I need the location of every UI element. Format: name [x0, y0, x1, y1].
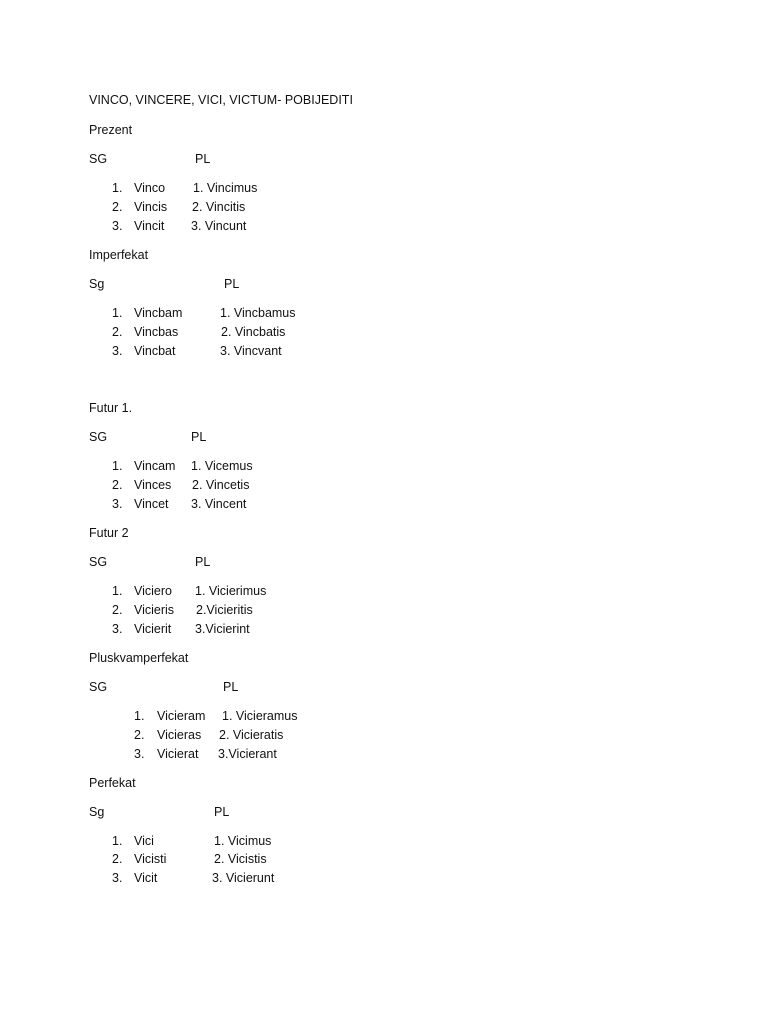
pl-form: 1. Vicemus: [191, 459, 253, 473]
pl-label: PL: [224, 277, 240, 291]
sg-form: Vici: [134, 834, 154, 848]
list-number: 1.: [134, 709, 145, 723]
pl-form: 1. Vicierimus: [195, 584, 267, 598]
pl-form: 3.Vicierant: [218, 747, 277, 761]
pl-form: 2.Vicieritis: [196, 603, 253, 617]
list-number: 3.: [134, 747, 145, 761]
list-number: 1.: [112, 584, 123, 598]
pl-label: PL: [195, 555, 211, 569]
sg-label: SG: [89, 555, 108, 569]
list-number: 1.: [112, 181, 123, 195]
sg-form: Vicieris: [134, 603, 175, 617]
pl-form: 2. Vincitis: [192, 200, 246, 214]
list-number: 2.: [112, 325, 123, 339]
pl-form: 3.Vicierint: [195, 622, 250, 636]
list-number: 2.: [134, 728, 145, 742]
document-title: VINCO, VINCERE, VICI, VICTUM- POBIJEDITI: [89, 93, 353, 107]
sg-form: Vincbam: [134, 306, 183, 320]
pl-form: 1. Vicieramus: [222, 709, 298, 723]
sg-form: Vincbas: [134, 325, 179, 339]
section-heading: Imperfekat: [89, 248, 149, 262]
pl-form: 1. Vincimus: [193, 181, 258, 195]
sg-label: SG: [89, 430, 108, 444]
sg-form: Vicierat: [157, 747, 199, 761]
pl-form: 2. Vicistis: [214, 852, 267, 866]
section-heading: Futur 2: [89, 526, 129, 540]
sg-form: Vicieras: [157, 728, 202, 742]
list-number: 3.: [112, 219, 123, 233]
pl-label: PL: [195, 152, 211, 166]
sg-form: Vicisti: [134, 852, 167, 866]
sg-form: Vicit: [134, 871, 158, 885]
pl-form: 1. Vincbamus: [220, 306, 296, 320]
list-number: 3.: [112, 871, 123, 885]
pl-form: 1. Vicimus: [214, 834, 272, 848]
pl-form: 3. Vincent: [191, 497, 247, 511]
sg-form: Vincis: [134, 200, 168, 214]
pl-form: 3. Vincvant: [220, 344, 282, 358]
sg-form: Vinces: [134, 478, 172, 492]
section-heading: Pluskvamperfekat: [89, 651, 189, 665]
pl-form: 2. Vicieratis: [219, 728, 284, 742]
list-number: 3.: [112, 344, 123, 358]
list-number: 1.: [112, 306, 123, 320]
sg-label: SG: [89, 680, 108, 694]
pl-label: PL: [191, 430, 207, 444]
list-number: 1.: [112, 459, 123, 473]
section-heading: Futur 1.: [89, 401, 133, 415]
list-number: 2.: [112, 852, 123, 866]
sg-form: Vinco: [134, 181, 166, 195]
pl-form: 3. Vicierunt: [212, 871, 275, 885]
pl-form: 2. Vincbatis: [221, 325, 286, 339]
sg-label: Sg: [89, 277, 105, 291]
sg-form: Vicieram: [157, 709, 206, 723]
pl-form: 2. Vincetis: [192, 478, 250, 492]
sg-label: Sg: [89, 805, 105, 819]
list-number: 3.: [112, 622, 123, 636]
pl-form: 3. Vincunt: [191, 219, 247, 233]
list-number: 3.: [112, 497, 123, 511]
sg-form: Vincam: [134, 459, 176, 473]
pl-label: PL: [223, 680, 239, 694]
list-number: 2.: [112, 200, 123, 214]
sg-form: Vincbat: [134, 344, 176, 358]
sg-form: Vicierit: [134, 622, 172, 636]
list-number: 1.: [112, 834, 123, 848]
list-number: 2.: [112, 478, 123, 492]
sg-form: Vincit: [134, 219, 165, 233]
list-number: 2.: [112, 603, 123, 617]
sg-form: Vincet: [134, 497, 169, 511]
sg-form: Viciero: [134, 584, 172, 598]
section-heading: Prezent: [89, 123, 133, 137]
sg-label: SG: [89, 152, 108, 166]
section-heading: Perfekat: [89, 776, 136, 790]
pl-label: PL: [214, 805, 230, 819]
